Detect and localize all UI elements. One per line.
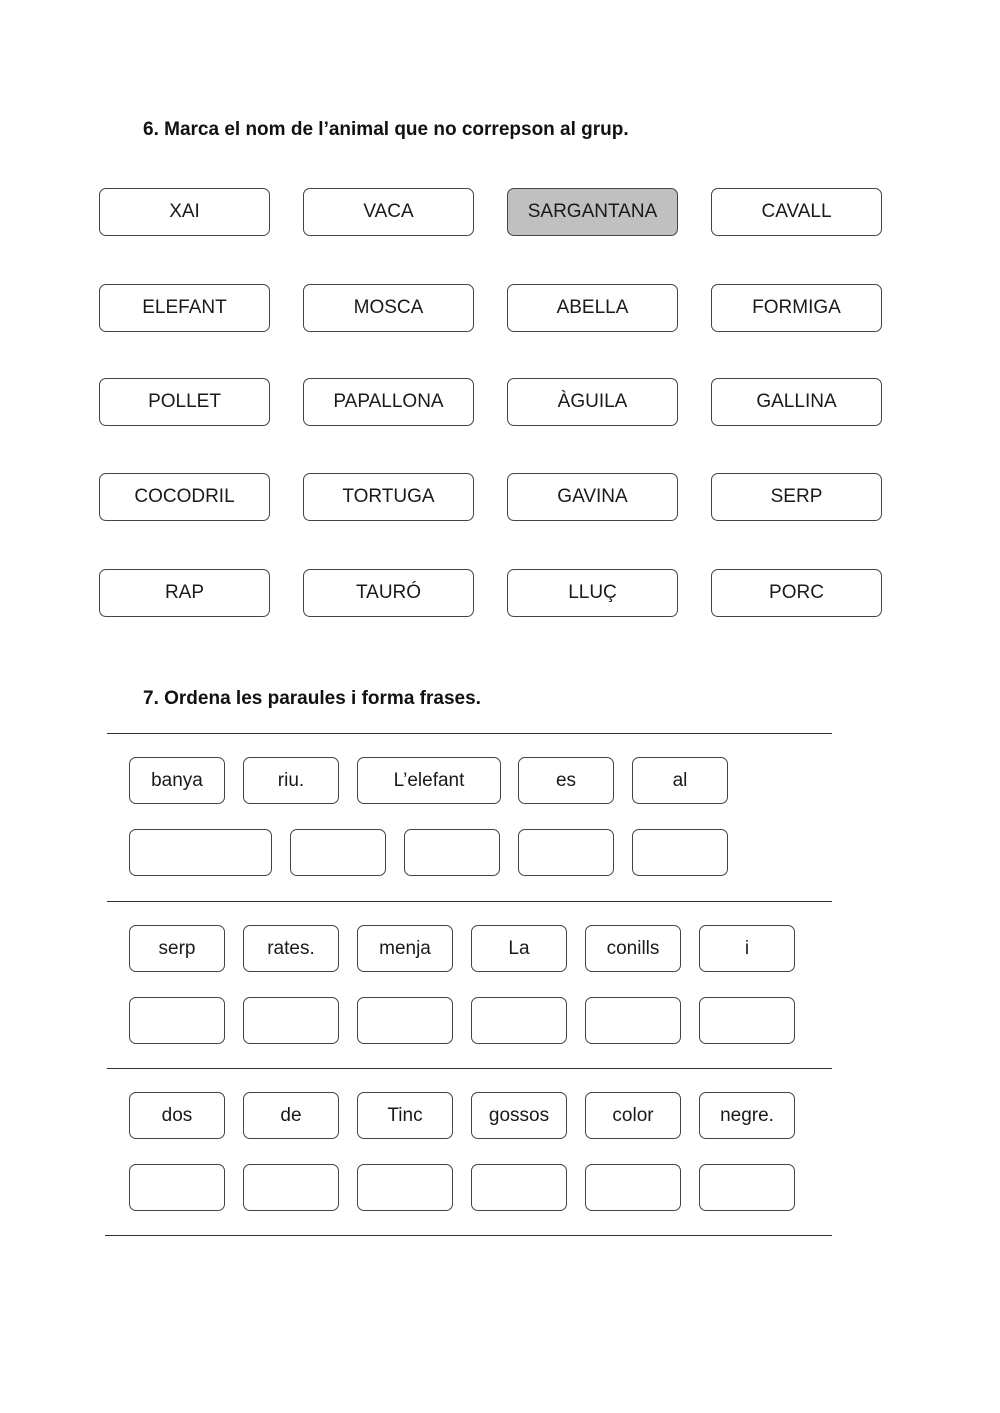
- answer-slot[interactable]: [129, 1164, 225, 1211]
- word-tile[interactable]: negre.: [699, 1092, 795, 1139]
- answer-slot[interactable]: [290, 829, 386, 876]
- answer-slot[interactable]: [357, 1164, 453, 1211]
- answer-slot[interactable]: [471, 1164, 567, 1211]
- answer-slot[interactable]: [632, 829, 728, 876]
- section-7-title: 7. Ordena les paraules i forma frases.: [143, 688, 481, 709]
- word-tile[interactable]: serp: [129, 925, 225, 972]
- divider-line: [107, 901, 832, 902]
- word-tile[interactable]: L’elefant: [357, 757, 501, 804]
- divider-line: [107, 1068, 832, 1069]
- animal-option[interactable]: RAP: [99, 569, 270, 617]
- animal-option[interactable]: FORMIGA: [711, 284, 882, 332]
- word-tile[interactable]: conills: [585, 925, 681, 972]
- answer-slot[interactable]: [585, 1164, 681, 1211]
- word-tile[interactable]: dos: [129, 1092, 225, 1139]
- animal-option[interactable]: VACA: [303, 188, 474, 236]
- answer-slot[interactable]: [129, 829, 272, 876]
- answer-slot[interactable]: [699, 997, 795, 1044]
- animal-option[interactable]: XAI: [99, 188, 270, 236]
- word-tile[interactable]: riu.: [243, 757, 339, 804]
- word-tile[interactable]: rates.: [243, 925, 339, 972]
- animal-option[interactable]: LLUÇ: [507, 569, 678, 617]
- word-tile[interactable]: al: [632, 757, 728, 804]
- answer-slot[interactable]: [404, 829, 500, 876]
- divider-line: [107, 733, 832, 734]
- animal-option[interactable]: PAPALLONA: [303, 378, 474, 426]
- answer-slot[interactable]: [357, 997, 453, 1044]
- answer-slot[interactable]: [243, 1164, 339, 1211]
- animal-option[interactable]: POLLET: [99, 378, 270, 426]
- word-tile[interactable]: Tinc: [357, 1092, 453, 1139]
- animal-option[interactable]: SARGANTANA: [507, 188, 678, 236]
- word-tile[interactable]: banya: [129, 757, 225, 804]
- section-6-title: 6. Marca el nom de l’animal que no correpson al grup.: [143, 119, 629, 140]
- animal-option[interactable]: COCODRIL: [99, 473, 270, 521]
- animal-option[interactable]: GALLINA: [711, 378, 882, 426]
- divider-line: [105, 1235, 832, 1236]
- animal-option[interactable]: TAURÓ: [303, 569, 474, 617]
- animal-option[interactable]: TORTUGA: [303, 473, 474, 521]
- animal-option[interactable]: PORC: [711, 569, 882, 617]
- animal-option[interactable]: ÀGUILA: [507, 378, 678, 426]
- answer-slot[interactable]: [129, 997, 225, 1044]
- word-tile[interactable]: La: [471, 925, 567, 972]
- animal-option[interactable]: CAVALL: [711, 188, 882, 236]
- word-tile[interactable]: menja: [357, 925, 453, 972]
- answer-slot[interactable]: [585, 997, 681, 1044]
- word-tile[interactable]: i: [699, 925, 795, 972]
- animal-option[interactable]: ELEFANT: [99, 284, 270, 332]
- word-tile[interactable]: gossos: [471, 1092, 567, 1139]
- animal-option[interactable]: GAVINA: [507, 473, 678, 521]
- animal-option[interactable]: ABELLA: [507, 284, 678, 332]
- answer-slot[interactable]: [243, 997, 339, 1044]
- word-tile[interactable]: es: [518, 757, 614, 804]
- animal-option[interactable]: SERP: [711, 473, 882, 521]
- answer-slot[interactable]: [518, 829, 614, 876]
- animal-option[interactable]: MOSCA: [303, 284, 474, 332]
- word-tile[interactable]: de: [243, 1092, 339, 1139]
- answer-slot[interactable]: [699, 1164, 795, 1211]
- answer-slot[interactable]: [471, 997, 567, 1044]
- word-tile[interactable]: color: [585, 1092, 681, 1139]
